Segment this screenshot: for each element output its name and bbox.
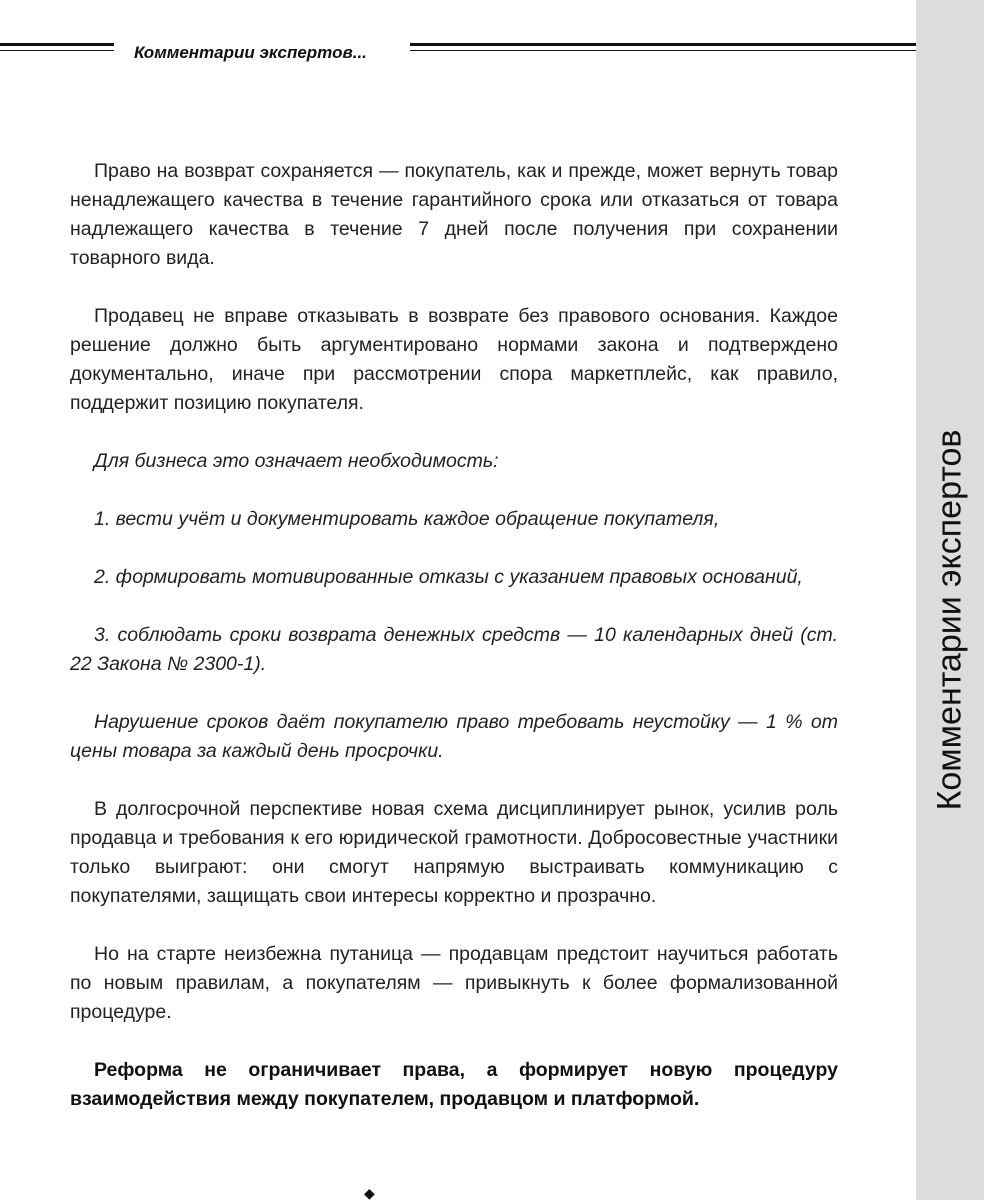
- section-side-title: Комментарии экспертов: [930, 429, 969, 811]
- list-item-1: 1. вести учёт и документировать каждое обращение покупателя,: [94, 508, 720, 530]
- list-item-3: 3. соблюдать сроки возврата денежных средств — 10 календарных дней (ст. 22 Закона № 2300-1).: [70, 624, 838, 675]
- header-rule-left: [0, 43, 114, 51]
- page-header: [0, 0, 916, 80]
- paragraph-conclusion: Реформа не ограничивает права, а формирует новую процедуру взаимодействия между покупателем, продавцом и платформой.: [70, 1059, 838, 1110]
- diamond-icon: ◆: [364, 1185, 375, 1201]
- running-head: Комментарии экспертов...: [134, 43, 367, 62]
- paragraph-long-term: В долгосрочной перспективе новая схема дисциплинирует рынок, усилив роль продавца и требования к его юридической грамотности. Добросовестные участники только выиграют: они смогут напрямую выстраивать коммуникацию с покупателями, защищать свои интересы корректно и прозрачно.: [70, 798, 838, 907]
- section-side-tab: [916, 0, 984, 1200]
- paragraph-business-intro: Для бизнеса это означает необходимость:: [94, 450, 499, 472]
- paragraph-penalty: Нарушение сроков даёт покупателю право требовать неустойку — 1 % от цены товара за каждый день просрочки.: [70, 711, 838, 762]
- header-rule-right: [410, 43, 916, 51]
- paragraph-confusion: Но на старте неизбежна путаница — продавцам предстоит научиться работать по новым правилам, а покупателям — привыкнуть к более формализованной процедуре.: [70, 943, 838, 1023]
- page-body: [70, 157, 838, 1143]
- paragraph-return-right: Право на возврат сохраняется — покупатель, как и прежде, может вернуть товар ненадлежащего качества в течение гарантийного срока или отказаться от товара надлежащего качества в течение 7 дней после получения при сохранении товарного вида.: [70, 160, 838, 269]
- paragraph-seller-obligation: Продавец не вправе отказывать в возврате без правового основания. Каждое решение должно быть аргументировано нормами закона и подтверждено документально, иначе при рассмотрении спора маркетплейс, как правило, поддержит позицию покупателя.: [70, 305, 838, 414]
- list-item-2: 2. формировать мотивированные отказы с указанием правовых оснований,: [94, 566, 803, 588]
